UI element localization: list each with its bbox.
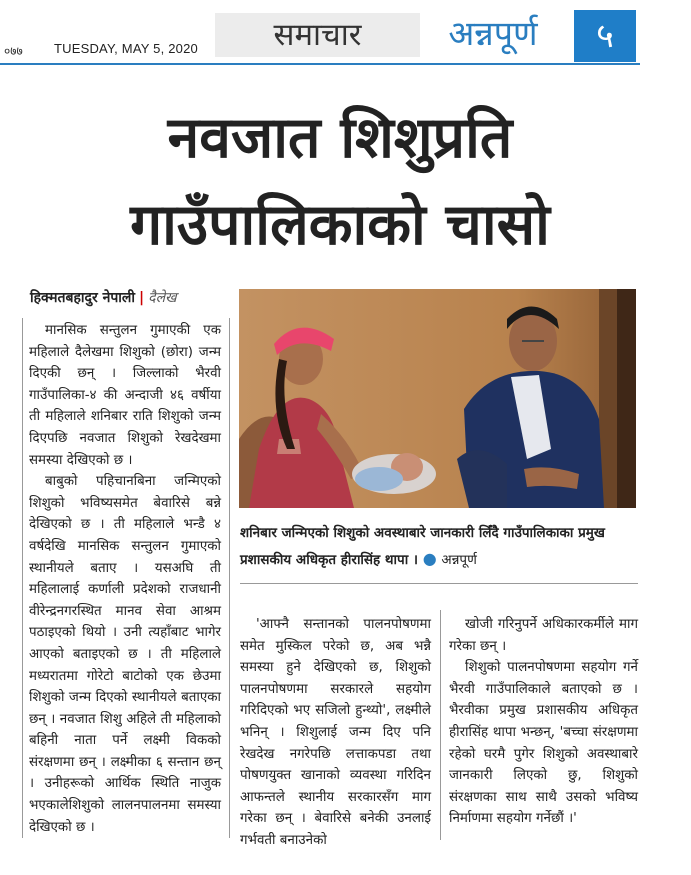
column-rule-1 <box>229 318 230 838</box>
photo-credit: अन्नपूर्ण <box>441 552 477 568</box>
header-rule <box>0 63 640 65</box>
caption-text: शनिबार जन्मिएको शिशुको अवस्थाबारे जानकारी लिँदै गाउँपालिकाका प्रमुख प्रशासकीय अधिकृत हीरासिंह थापा । <box>240 525 605 568</box>
paragraph: खोजी गरिनुपर्ने अधिकारकर्मीले माग गरेका छन् । <box>449 617 638 654</box>
dateline-location: दैलेख <box>148 290 177 306</box>
newspaper-logo: अन्नपूर्ण <box>448 14 538 54</box>
caption-rule <box>240 583 638 584</box>
paragraph: मानसिक सन्तुलन गुमाएकी एक महिलाले दैलेखमा शिशुको (छोरा) जन्म दिएकी छन् । जिल्लाको भैरवी गाउँपालिका-४ की अन्दाजी ४६ वर्षीया ती महिलाले शनिबार राति शिशुको जन्म दिएपछि नवजात शिशुको रेखदेखमा समस्या देखिएको छ । <box>29 323 221 468</box>
issue-date: TUESDAY, MAY 5, 2020 <box>54 41 198 56</box>
column-rule-2 <box>440 610 441 840</box>
section-label: समाचार <box>215 13 420 57</box>
issue-number: ०७७ <box>4 44 23 58</box>
photo-illustration <box>239 289 636 508</box>
column-rule-left <box>22 318 23 838</box>
paragraph: बाबुको पहिचानबिना जन्मिएको शिशुको भविष्यसमेत बेवारिसे बन्ने देखिएको छ । ती महिलाले भन्डै ४ वर्षदेखि मानसिक सन्तुलन गुमाएको स्थानीयले बताए । यसअघि ती महिलालाई कर्णाली प्रदेशको राजधानी वीरेन्द्रनगरस्थित मानव सेवा आश्रम पठाइएको थियो । उनी त्यहाँबाट भागेर आएको बताइएको छ । ती महिलाले मध्यरातमा गोरेटो बाटोको एक छेउमा शिशुको जन्म दिएको स्थानीयले बताएका छन् । नवजात शिशु अहिले ती महिलाको बहिनी नाता पर्ने लक्ष्मी विकको संरक्षणमा छन् । लक्ष्मीका ६ सन्तान छन् । उनीहरूको आर्थिक स्थिति नाजुक भएकालेशिशुको लालनपालनमा समस्या देखिएको छ । <box>29 474 221 835</box>
byline <box>30 288 177 307</box>
article-column-3 <box>449 614 638 830</box>
photo-caption <box>240 521 638 573</box>
paragraph: 'आफ्नै सन्तानको पालनपोषणमा समेत मुस्किल परेको छ, अब भन्नै समस्या हुने देखिएको छ, शिशुको पालनपोषणमा सरकारले सहयोग गरिदिएको भए सजिलो हुन्थ्यो', लक्ष्मीले भनिन् । शिशुलाई जन्म दिए पनि रेखदेख नगरेपछि लत्ताकपडा तथा पोषणयुक्त खानाको व्यवस्था गरिदिन आफन्तले स्थानीय सरकारसँग माग गरेका छन् । बेवारिसे बनेकी उनलाई गर्भवती बनाउनेको <box>240 617 431 848</box>
page-number-badge: ५ <box>574 10 636 62</box>
author-name: हिक्मतबहादुर नेपाली <box>30 290 136 306</box>
headline-line-1: नवजात शिशुप्रति <box>167 105 513 171</box>
paragraph: शिशुको पालनपोषणमा सहयोग गर्ने भैरवी गाउँपालिकाले बताएको छ । भैरवीका प्रमुख प्रशासकीय अधिकृत हीरासिंह थापा भन्छन्, 'बच्चा संरक्षणमा रहेको घरमै पुगेर शिशुको अवस्थाबारे जानकारी लिएको छु, शिशुको संरक्षणका साथ साथै उसको भविष्य निर्माणमा सहयोग गर्नेछौं ।' <box>449 660 638 827</box>
article-column-2 <box>240 614 431 852</box>
headline-line-2: गाउँपालिकाको चासो <box>130 192 550 258</box>
news-photo <box>239 289 636 508</box>
byline-separator: | <box>139 290 145 306</box>
credit-dot-icon: ● <box>422 549 437 568</box>
article-column-1 <box>29 320 221 838</box>
